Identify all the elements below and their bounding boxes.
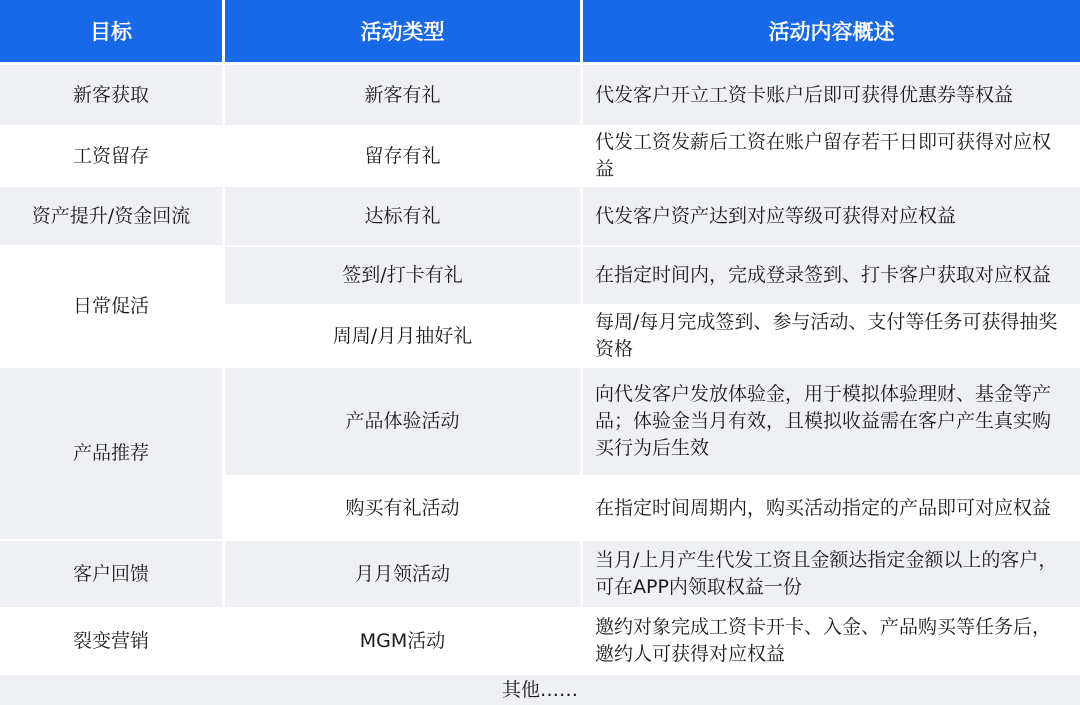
desc-cell: 在指定时间内，完成登录签到、打卡客户获取对应权益 (583, 247, 1080, 304)
goal-cell: 产品推荐 (0, 368, 222, 539)
type-cell: 月月领活动 (225, 541, 580, 607)
goal-cell: 新客获取 (0, 65, 222, 125)
other-row: 其他…… (0, 675, 1080, 705)
desc-cell: 在指定时间周期内，购买活动指定的产品即可对应权益 (595, 496, 1052, 519)
header-activity-description: 活动内容概述 (583, 0, 1080, 62)
goal-cell: 客户回馈 (0, 541, 222, 607)
desc-cell: 每周/每月完成签到、参与活动、支付等任务可获得抽奖资格 (595, 311, 1058, 360)
header-goal: 目标 (0, 0, 222, 62)
type-cell: MGM活动 (359, 629, 446, 652)
desc-cell: 代发客户资产达到对应等级可获得对应权益 (583, 187, 1080, 245)
type-cell: 购买有礼活动 (345, 496, 460, 519)
goal-cell: 裂变营销 (72, 629, 149, 652)
type-cell: 周周/月月抽好礼 (332, 324, 473, 347)
desc-cell: 当月/上月产生代发工资且金额达指定金额以上的客户，可在APP内领取权益一份 (583, 541, 1080, 607)
goal-cell: 工资留存 (72, 144, 149, 167)
type-cell: 签到/打卡有礼 (225, 247, 580, 304)
desc-cell: 向代发客户发放体验金，用于模拟体验理财、基金等产品；体验金当月有效，且模拟收益需在客户产生真实购买行为后生效 (583, 368, 1080, 475)
type-cell: 留存有礼 (364, 144, 441, 167)
header-activity-type: 活动类型 (225, 0, 580, 62)
goal-cell: 日常促活 (72, 295, 149, 317)
type-cell: 达标有礼 (225, 187, 580, 245)
type-cell: 新客有礼 (225, 65, 580, 125)
goal-cell: 资产提升/资金回流 (0, 187, 222, 245)
desc-cell: 代发工资发薪后工资在账户留存若干日即可获得对应权益 (595, 131, 1052, 180)
desc-cell: 邀约对象完成工资卡开卡、入金、产品购买等任务后，邀约人可获得对应权益 (595, 616, 1052, 665)
type-cell: 产品体验活动 (225, 368, 580, 475)
desc-cell: 代发客户开立工资卡账户后即可获得优惠券等权益 (583, 65, 1080, 125)
